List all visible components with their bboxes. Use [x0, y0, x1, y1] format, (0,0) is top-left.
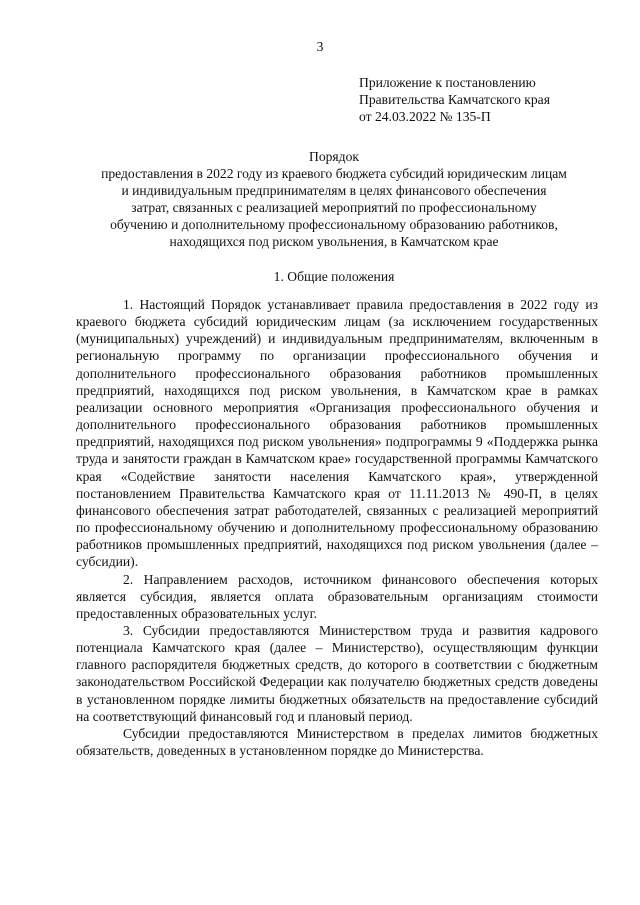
paragraph-3: 3. Субсидии предоставляются Министерством труда и развития кадрового потенциала Камчатского края (далее – Министерство), осуществляющим функции главного распорядителя бюджетных средств, до которого в соответствии с бюджетным законодательством Российской Федерации как получателю бюджетных средств доведены в установленном порядке лимиты бюджетных обязательств на предоставление субсидий на соответствующий финансовый год и плановый период.: [76, 622, 598, 724]
appendix-block: [359, 74, 619, 125]
section-heading: 1. Общие положения: [273, 269, 395, 284]
title-line-2: и индивидуальным предпринимателям в целях финансового обеспечения: [121, 183, 547, 198]
page-number: 3: [316, 39, 324, 54]
title-line-1: предоставления в 2022 году из краевого бюджета субсидий юридическим лицам: [101, 166, 567, 181]
paragraph-1: 1. Настоящий Порядок устанавливает правила предоставления в 2022 году из краевого бюджета субсидий юридическим лицам (за исключением государственных (муниципальных) учреждений) и индивидуальным предпринимателям, включенным в региональную программу по организации профессионального обучения и дополнительного профессионального образования работников промышленных предприятий, находящихся под риском увольнения, в Камчатском крае в рамках реализации основного мероприятия «Организация профессионального обучения и дополнительного профессионального образования работников промышленных предприятий, находящихся под риском увольнения» подпрограммы 9 «Поддержка рынка труда и занятости граждан в Камчатском крае» государственной программы Камчатского края «Содействие занятости населения Камчатского края», утвержденной постановлением Правительства Камчатского края от 11.11.2013 № 490-П, в целях финансового обеспечения затрат работодателей, связанных с реализацией мероприятий по профессиональному обучению и дополнительному профессиональному образованию работников промышленных предприятий, находящихся под риском увольнения (далее – субсидии).: [76, 297, 598, 570]
title-line-4: обучению и дополнительному профессиональному образованию работников,: [110, 217, 558, 232]
document-body: [76, 296, 598, 759]
paragraph-4: Субсидии предоставляются Министерством в пределах лимитов бюджетных обязательств, доведенных в установленном порядке до Министерства.: [76, 725, 598, 759]
title-line-5: находящихся под риском увольнения, в Камчатском крае: [169, 234, 499, 249]
title-heading: Порядок: [309, 149, 359, 164]
document-title: [60, 148, 608, 250]
appendix-line-3: от 24.03.2022 № 135-П: [359, 109, 491, 124]
title-line-3: затрат, связанных с реализацией мероприятий по профессиональному: [131, 200, 537, 215]
appendix-line-1: Приложение к постановлению: [359, 75, 536, 90]
appendix-line-2: Правительства Камчатского края: [359, 92, 550, 107]
paragraph-2: 2. Направлением расходов, источником финансового обеспечения которых является субсидия, является оплата образовательным организациям стоимости предоставленных образовательных услуг.: [76, 571, 598, 621]
